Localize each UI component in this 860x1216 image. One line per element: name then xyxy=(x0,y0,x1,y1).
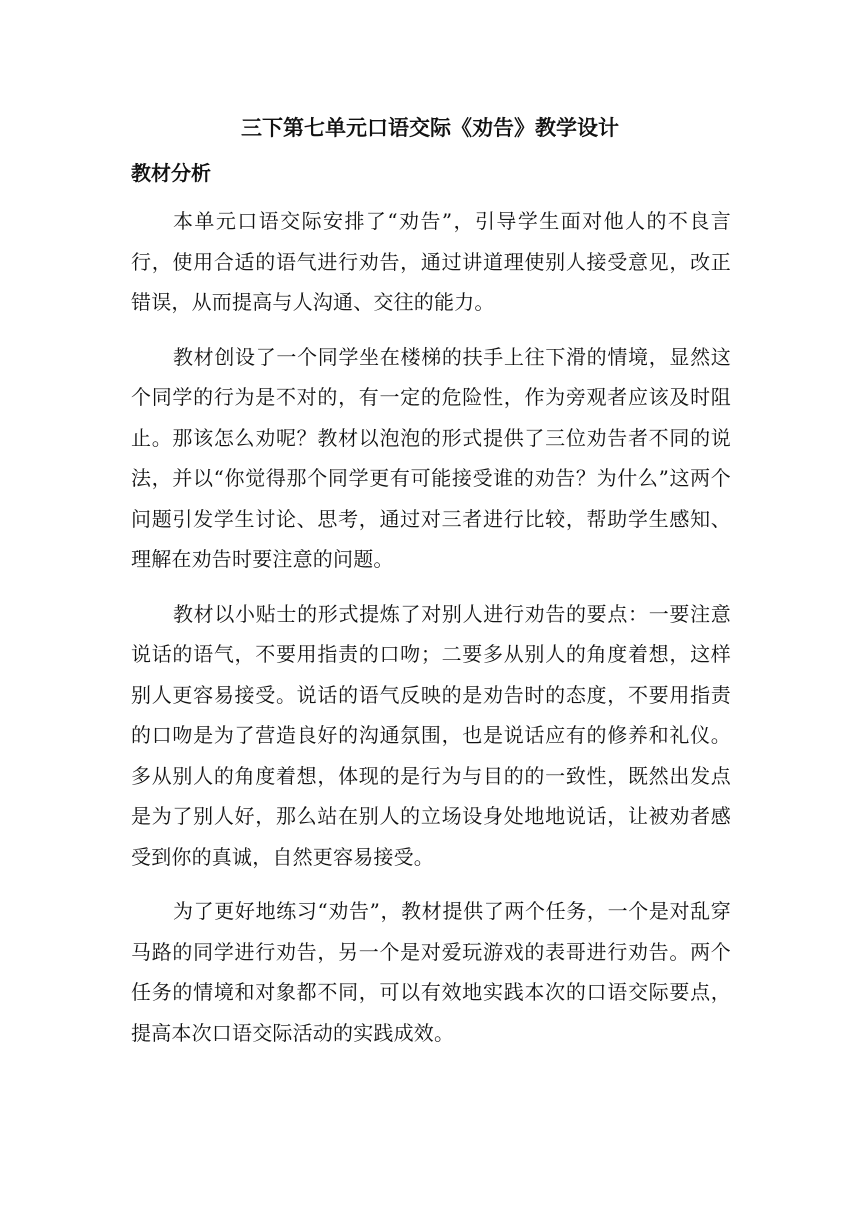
paragraph-4: 为了更好地练习“劝告”，教材提供了两个任务，一个是对乱穿马路的同学进行劝告，另一个是对爱玩游戏的表哥进行劝告。两个任务的情境和对象都不同，可以有效地实践本次的口语交际要点，提高本次口语交际活动的实践成效。 xyxy=(131,899,731,1045)
body-text xyxy=(131,201,731,1067)
paragraph-2: 教材创设了一个同学坐在楼梯的扶手上往下滑的情境，显然这个同学的行为是不对的，有一定的危险性，作为旁观者应该及时阻止。那该怎么劝呢？教材以泡泡的形式提供了三位劝告者不同的说法，并以“你觉得那个同学更有可能接受谁的劝告？为什么”这两个问题引发学生讨论、思考，通过对三者进行比较，帮助学生感知、理解在劝告时要注意的问题。 xyxy=(131,344,731,571)
paragraph-1: 本单元口语交际安排了“劝告”，引导学生面对他人的不良言行，使用合适的语气进行劝告，通过讲道理使别人接受意见，改正错误，从而提高与人沟通、交往的能力。 xyxy=(131,209,731,314)
paragraph-3: 教材以小贴士的形式提炼了对别人进行劝告的要点：一要注意说话的语气，不要用指责的口吻；二要多从别人的角度着想，这样别人更容易接受。说话的语气反映的是劝告时的态度，不要用指责的口吻是为了营造良好的沟通氛围，也是说话应有的修养和礼仪。多从别人的角度着想，体现的是行为与目的的一致性，既然出发点是为了别人好，那么站在别人的立场设身处地地说话，让被劝者感受到你的真诚，自然更容易接受。 xyxy=(131,601,731,869)
document-title: 三下第七单元口语交际《劝告》教学设计 xyxy=(241,116,619,140)
section-heading-textbook-analysis: 教材分析 xyxy=(131,161,211,185)
